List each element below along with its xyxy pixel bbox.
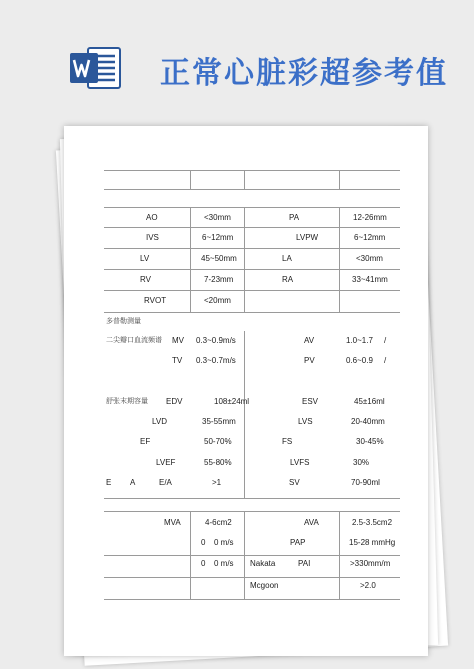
value-zero-1: 0 m/s	[214, 538, 234, 547]
label-ra: RA	[282, 275, 294, 284]
extra-av: /	[384, 336, 387, 345]
table-rule	[104, 555, 400, 556]
table-rule	[104, 511, 400, 512]
value-fs: 30-45%	[356, 437, 384, 446]
label-rvot: RVOT	[144, 296, 167, 305]
label-av: AV	[304, 336, 315, 345]
table-rule	[104, 269, 400, 270]
value-tv: 0.3~0.7m/s	[196, 356, 236, 365]
table-rule	[104, 312, 400, 313]
value-ea: >1	[212, 478, 222, 487]
value-ef: 50-70%	[204, 437, 232, 446]
table-rule	[104, 577, 400, 578]
label-ava: AVA	[304, 518, 319, 527]
table-rule	[190, 170, 191, 189]
label-mva: MVA	[164, 518, 181, 527]
value-pap: 15-28 mmHg	[349, 538, 396, 547]
table-rule	[190, 511, 191, 599]
table-rule	[104, 599, 400, 600]
page-title: 正常心脏彩超参考值	[160, 56, 448, 91]
label-esv: ESV	[302, 397, 319, 406]
label-rv: RV	[140, 275, 151, 284]
table-rule	[244, 511, 245, 599]
group-mitral-flow: 二尖瓣口血流频谱	[106, 337, 162, 344]
value-mcgoon: >2.0	[360, 581, 376, 590]
label-a: A	[130, 478, 136, 487]
table-rule	[244, 170, 245, 189]
label-edv: EDV	[166, 397, 183, 406]
value-pa: 12-26mm	[353, 213, 387, 222]
word-icon	[70, 45, 122, 91]
label-nakata: Nakata	[250, 559, 276, 568]
header-banner	[0, 0, 474, 118]
label-sv: SV	[289, 478, 300, 487]
group-end-diastolic: 舒张末期容量	[106, 398, 148, 405]
label-la: LA	[282, 254, 292, 263]
value-av: 1.0~1.7	[346, 336, 373, 345]
label-zero-1: 0	[201, 538, 206, 547]
extra-pv: /	[384, 356, 387, 365]
value-mva: 4-6cm2	[205, 518, 232, 527]
label-ao: AO	[146, 213, 158, 222]
table-rule	[104, 290, 400, 291]
value-mv: 0.3~0.9m/s	[196, 336, 236, 345]
table-rule	[339, 170, 340, 189]
value-esv: 45±16ml	[354, 397, 385, 406]
value-lv: 45~50mm	[201, 254, 237, 263]
label-pai: PAI	[298, 559, 311, 568]
value-ra: 33~41mm	[352, 275, 388, 284]
label-lvpw: LVPW	[296, 233, 319, 242]
table-rule	[190, 207, 191, 312]
value-lvfs: 30%	[353, 458, 370, 467]
label-e: E	[106, 478, 112, 487]
label-lvd: LVD	[152, 417, 167, 426]
label-pap: PAP	[290, 538, 306, 547]
table-rule	[339, 207, 340, 312]
value-zero-2: 0 m/s	[214, 559, 234, 568]
value-lvd: 35-55mm	[202, 417, 236, 426]
value-la: <30mm	[356, 254, 383, 263]
label-lvfs: LVFS	[290, 458, 310, 467]
value-ava: 2.5-3.5cm2	[352, 518, 393, 527]
table-rule	[339, 511, 340, 599]
value-edv: 108±24ml	[214, 397, 250, 406]
value-sv: 70-90ml	[351, 478, 380, 487]
label-ea: E/A	[159, 478, 172, 487]
value-lvs: 20-40mm	[351, 417, 385, 426]
value-pai: >330mm/m	[350, 559, 391, 568]
label-mcgoon: Mcgoon	[250, 581, 279, 590]
document-page	[64, 126, 428, 656]
label-lv: LV	[140, 254, 150, 263]
table-rule	[104, 170, 400, 171]
label-zero-2: 0	[201, 559, 206, 568]
label-lvs: LVS	[298, 417, 313, 426]
label-mv: MV	[172, 336, 184, 345]
table-rule	[104, 227, 400, 228]
table-rule	[104, 248, 400, 249]
value-ivs: 6~12mm	[202, 233, 234, 242]
section-doppler: 多普勒测量	[106, 318, 141, 325]
table-rule	[244, 331, 245, 498]
label-pv: PV	[304, 356, 315, 365]
table-rule	[104, 189, 400, 190]
value-lvpw: 6~12mm	[354, 233, 386, 242]
value-rv: 7-23mm	[204, 275, 234, 284]
label-ivs: IVS	[146, 233, 159, 242]
label-lvef: LVEF	[156, 458, 176, 467]
value-lvef: 55-80%	[204, 458, 232, 467]
table-rule	[244, 207, 245, 312]
value-pv: 0.6~0.9	[346, 356, 373, 365]
value-rvot: <20mm	[204, 296, 231, 305]
label-pa: PA	[289, 213, 300, 222]
label-fs: FS	[282, 437, 293, 446]
label-ef: EF	[140, 437, 151, 446]
label-tv: TV	[172, 356, 183, 365]
table-rule	[104, 498, 400, 499]
table-rule	[104, 207, 400, 208]
value-ao: <30mm	[204, 213, 231, 222]
